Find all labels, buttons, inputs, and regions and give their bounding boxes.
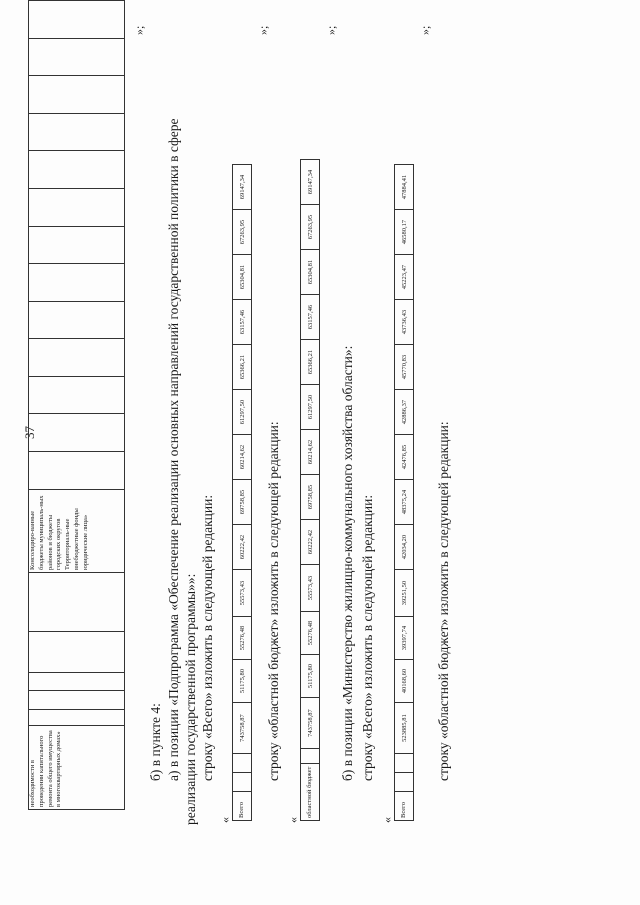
desc-cell: необходимости в проведении капитального ремонта общего имущества в многоквартирных домах» (29, 726, 125, 810)
page-number: 37 (22, 426, 37, 439)
row-total-1: Всего 743758,87 51175,80 55276,48 55573,43 60222,42 69758,85 60214,62 61297,50 65366,21 63157,46 65304,81 67263,95 69147,34 (232, 164, 252, 821)
open-quote-3: « (380, 817, 394, 823)
close-quote-2: »; (256, 25, 270, 35)
text-line-6: б) в позиции «Министерство жилищно-коммунального хозяйства области»: (340, 345, 355, 781)
text-line-2: а) в позиции «Подпрограмма «Обеспечение реализации основных направлений государственной политики в сфере (166, 118, 181, 781)
text-line-3: реализации государственной программы»»: (183, 573, 198, 825)
row-label: областной бюджет (301, 764, 320, 821)
sources-cell: Консолидиро-ванные бюджеты муниципаль-ных районов и бюджеты городских округов Территориаль-ные внебюджетные фонды юридические лица» (29, 489, 125, 572)
row-regional-1: областной бюджет 743758,87 51175,80 55276,48 55573,43 60222,42 69758,85 60214,62 61297,50 65366,21 63157,46 65304,81 67263,95 69147,34 (300, 159, 320, 821)
open-quote-2: « (286, 817, 300, 823)
text-line-4: строку «Всего» изложить в следующей редакции: (200, 494, 215, 781)
row-label: Всего (233, 792, 252, 821)
text-line-8: строку «областной бюджет» изложить в следующей редакции: (436, 421, 451, 781)
row-total-2: Всего 523885,81 40168,60 39397,74 39251,50 42034,20 48375,24 42476,85 42886,37 45770,83 43736,43 45223,47 46580,17 47884,41 (394, 164, 414, 821)
top-table (28, 0, 125, 810)
close-quote: »; (132, 25, 146, 35)
open-quote: « (218, 817, 232, 823)
close-quote-4: »; (418, 25, 432, 35)
row-label: Всего (395, 792, 414, 821)
text-line-5: строку «областной бюджет» изложить в следующей редакции: (266, 421, 281, 781)
text-line-1: б) в пункте 4: (148, 703, 163, 781)
close-quote-3: »; (324, 25, 338, 35)
text-line-7: строку «Всего» изложить в следующей редакции: (360, 494, 375, 781)
